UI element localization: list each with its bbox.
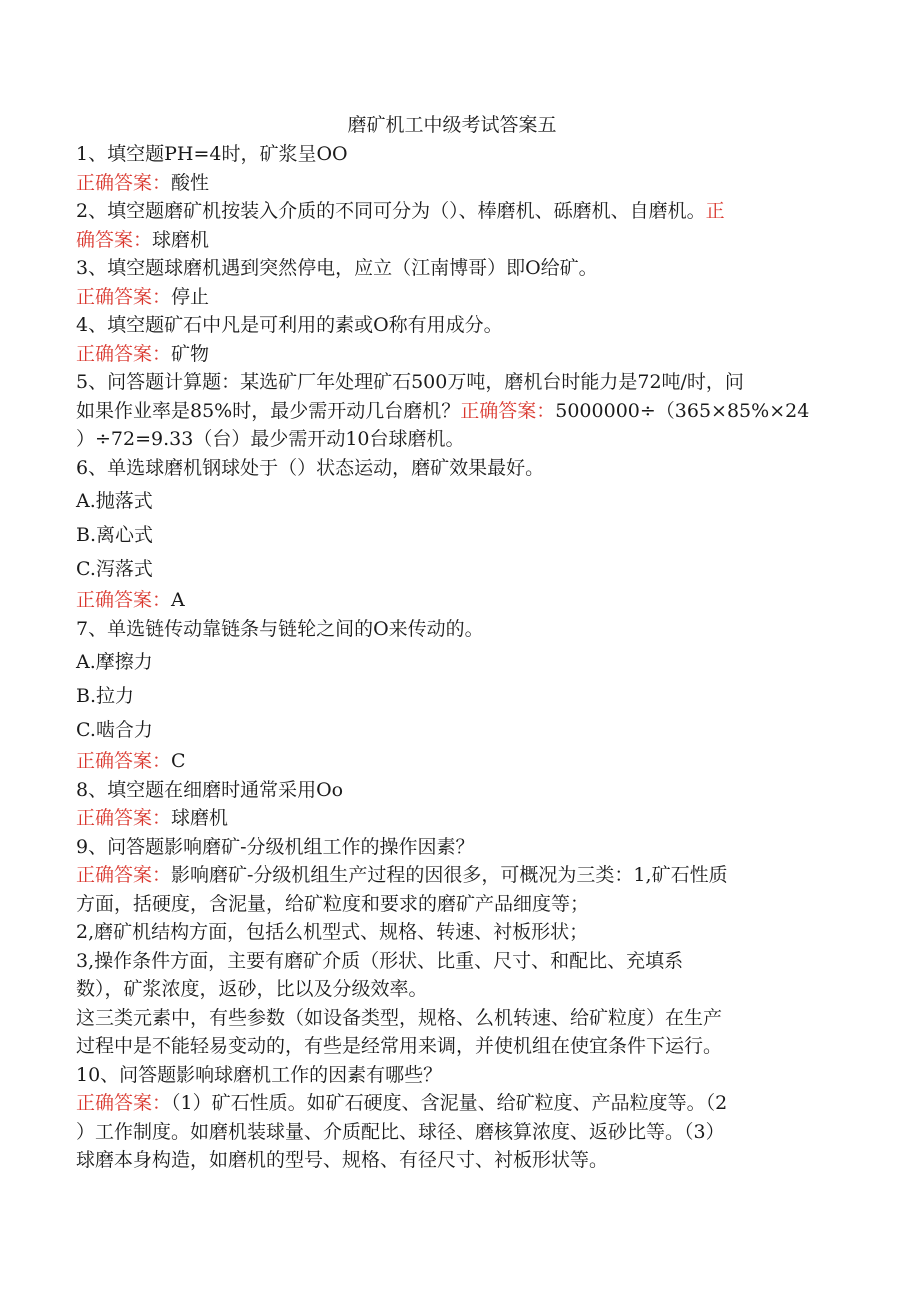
answer-label: 正确答案： <box>76 750 172 772</box>
answer-text: 矿物 <box>171 342 210 365</box>
answer-2 <box>76 226 828 255</box>
answer-5-line2: ）÷72=9.33（台）最少需开动10台球磨机。 <box>76 428 465 450</box>
answer-label: 正确答案： <box>76 864 172 886</box>
option-a: A.抛落式 <box>76 490 153 512</box>
option-b: B.离心式 <box>76 524 154 546</box>
answer-label: 正确答案： <box>460 399 556 422</box>
question-3: 3、填空题球磨机遇到突然停电，应立（江南博哥）即O给矿。 <box>76 257 598 279</box>
question-8: 8、填空题在细磨时通常采用Oo <box>76 778 344 801</box>
answer-8 <box>76 804 828 833</box>
answer-text: （1）矿石性质。如矿石硬度、含泥量、给矿粒度、产品粒度等。（2 <box>171 1092 728 1114</box>
document-page <box>76 110 828 1175</box>
answer-text: A <box>171 589 185 611</box>
answer-label-part2: 确答案： <box>76 228 153 251</box>
answer-text: 停止 <box>171 285 210 308</box>
option-c: C.啮合力 <box>76 719 153 741</box>
answer-7 <box>76 747 828 776</box>
answer-text: 影响磨矿-分级机组生产过程的因很多，可概况为三类：1,矿石性质 <box>171 864 728 886</box>
answer-9-line1 <box>76 861 828 890</box>
answer-9-line5: 数），矿浆浓度，返砂，比以及分级效率。 <box>76 978 428 1000</box>
answer-text: 5000000÷（365×85%×24 <box>555 399 810 422</box>
document-title: 磨矿机工中级考试答案五 <box>347 114 557 136</box>
answer-9-line3: 2,磨矿机结构方面，包括么机型式、规格、转速、衬板形状； <box>76 921 589 943</box>
answer-text: C <box>171 750 186 772</box>
question-text: 如果作业率是85%时，最少需开动几台磨机？ <box>76 399 461 422</box>
question-5-line1: 5、问答题计算题：某选矿厂年处理矿石500万吨，磨机台时能力是72吨/时，问 <box>76 371 744 393</box>
question-5-line2 <box>76 397 828 426</box>
answer-1 <box>76 169 828 198</box>
answer-label: 正确答案： <box>76 171 172 194</box>
answer-label: 正确答案： <box>76 342 172 365</box>
answer-label: 正确答案： <box>76 285 172 308</box>
answer-text: 酸性 <box>171 171 210 194</box>
answer-label: 正确答案： <box>76 589 172 611</box>
answer-10-line2: ）工作制度。如磨机装球量、介质配比、球径、磨核算浓度、返砂比等。（3） <box>76 1120 725 1143</box>
question-1: 1、填空题PH=4时，矿浆呈OO <box>76 143 348 165</box>
answer-text: 球磨机 <box>152 228 210 251</box>
question-7: 7、单选链传动靠链条与链轮之间的O来传动的。 <box>76 617 484 640</box>
answer-3 <box>76 283 828 312</box>
answer-4 <box>76 340 828 369</box>
answer-label: 正确答案： <box>76 1092 172 1114</box>
question-9: 9、问答题影响磨矿-分级机组工作的操作因素？ <box>76 835 475 858</box>
answer-text: 球磨机 <box>171 807 229 829</box>
answer-9-line6: 这三类元素中，有些参数（如设备类型，规格、么机转速、给矿粒度）在生产 <box>76 1006 723 1029</box>
question-4: 4、填空题矿石中凡是可利用的素或O称有用成分。 <box>76 314 503 336</box>
question-6: 6、单选球磨机钢球处于（）状态运动，磨矿效果最好。 <box>76 456 545 479</box>
option-a: A.摩擦力 <box>76 651 153 673</box>
answer-label-part1: 正 <box>705 200 725 222</box>
answer-label: 正确答案： <box>76 807 172 829</box>
option-b: B.拉力 <box>76 685 135 707</box>
answer-9-line4: 3,操作条件方面，主要有磨矿介质（形状、比重、尺寸、和配比、充填系 <box>76 949 684 972</box>
answer-9-line7: 过程中是不能轻易变动的，有些是经常用来调，并使机组在使宜条件下运行。 <box>76 1035 723 1057</box>
question-2 <box>76 197 828 226</box>
answer-9-line2: 方面，括硬度，含泥量，给矿粒度和要求的磨矿产品细度等； <box>76 892 590 915</box>
answer-10-line1 <box>76 1089 828 1118</box>
option-c: C.泻落式 <box>76 558 153 580</box>
question-text: 2、填空题磨矿机按装入介质的不同可分为（）、棒磨机、砾磨机、自磨机。 <box>76 200 706 222</box>
question-10: 10、问答题影响球磨机工作的因素有哪些？ <box>76 1063 443 1086</box>
answer-10-line3: 球磨本身构造，如磨机的型号、规格、有径尺寸、衬板形状等。 <box>76 1149 609 1171</box>
answer-6 <box>76 586 828 615</box>
